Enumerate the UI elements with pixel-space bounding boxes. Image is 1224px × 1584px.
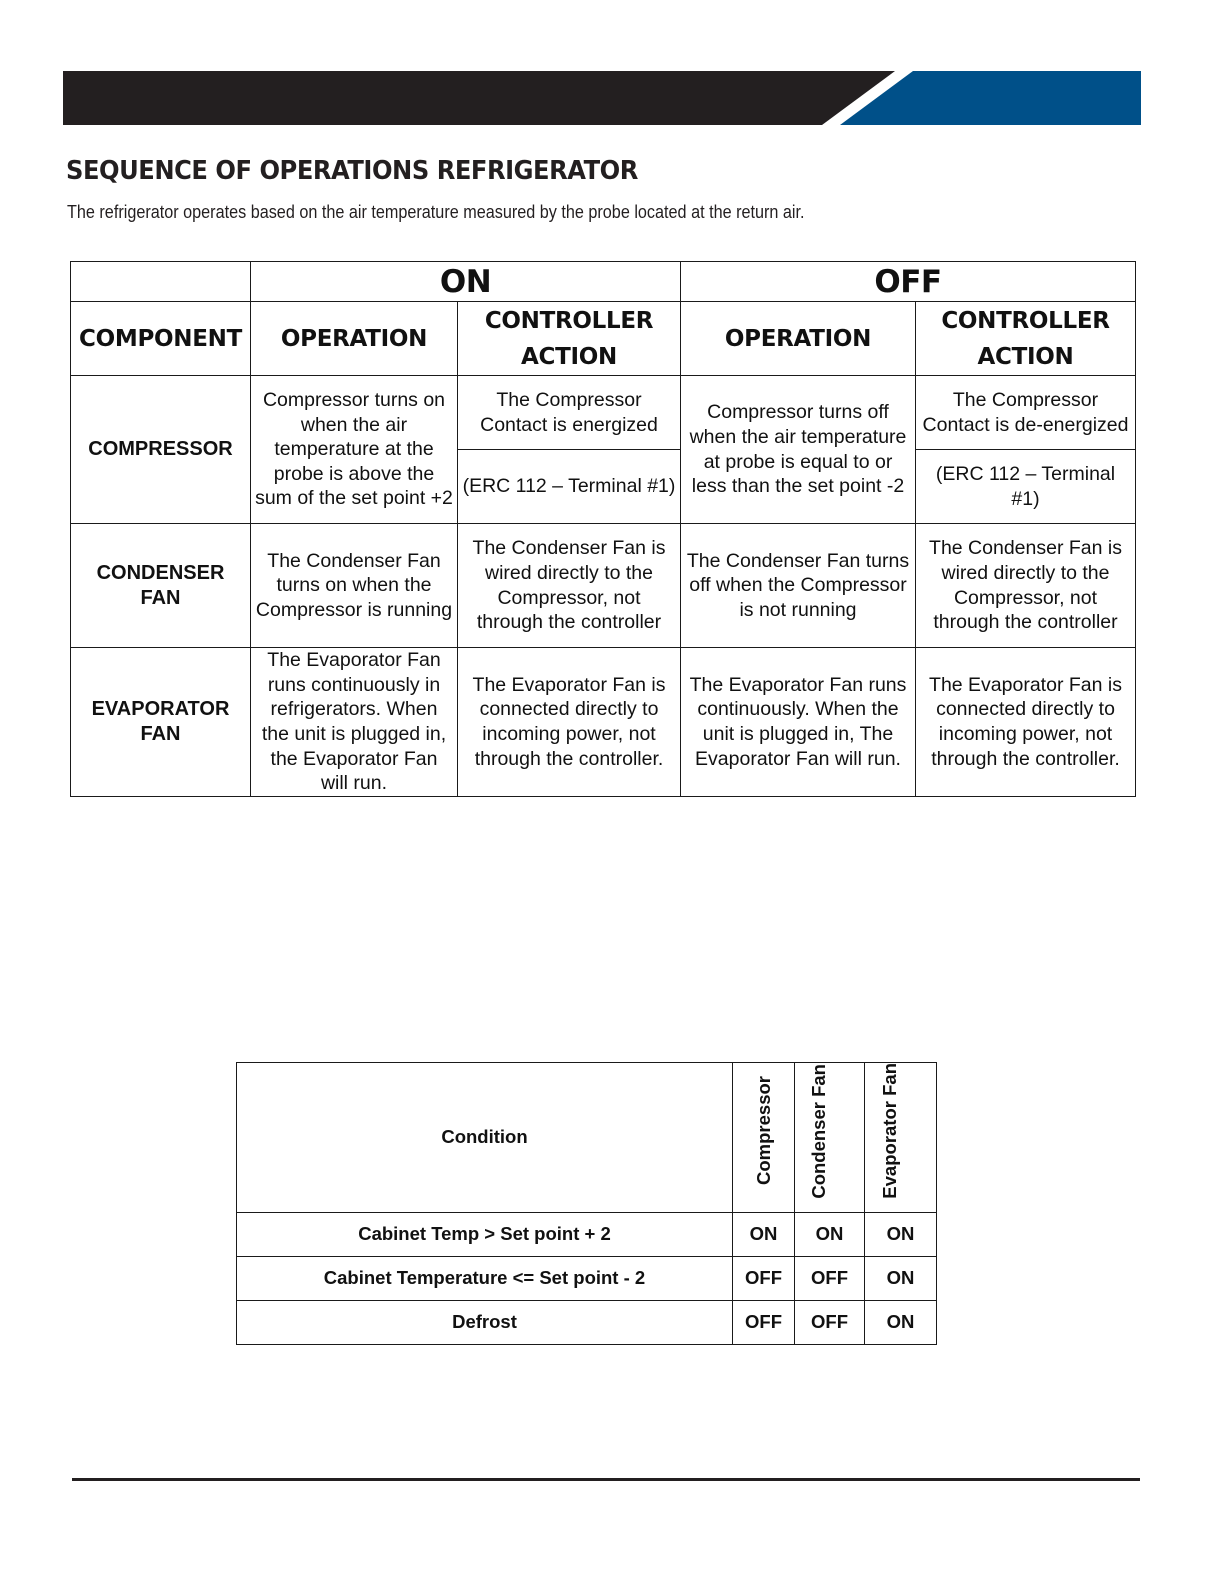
off-controller-action-header: CONTROLLER ACTION <box>916 302 1136 376</box>
component-cell: COMPRESSOR <box>71 376 251 524</box>
off-operation-cell: The Condenser Fan turns off when the Compressor is not running <box>681 524 916 648</box>
column-header-row <box>71 302 1136 376</box>
on-controller-action-cell: The Compressor Contact is energized <box>458 376 681 450</box>
compressor-status: OFF <box>733 1256 795 1300</box>
compressor-status: ON <box>733 1212 795 1256</box>
on-operation-header: OPERATION <box>251 302 458 376</box>
page-title: SEQUENCE OF OPERATIONS REFRIGERATOR <box>66 156 638 186</box>
evaporator-fan-header <box>865 1063 937 1213</box>
compressor-header-label: Compressor <box>752 1076 774 1186</box>
component-cell: CONDENSER FAN <box>71 524 251 648</box>
condition-header: Condition <box>237 1063 733 1213</box>
evaporator-fan-status: ON <box>865 1256 937 1300</box>
table-row-evaporator-fan <box>71 648 1136 797</box>
condenser-fan-status: ON <box>795 1212 865 1256</box>
condenser-fan-header <box>795 1063 865 1213</box>
table-row <box>237 1300 937 1344</box>
banner-graphic <box>63 71 1141 125</box>
condenser-fan-status: OFF <box>795 1300 865 1344</box>
on-controller-action-cell: The Evaporator Fan is connected directly to incoming power, not through the controller. <box>458 648 681 797</box>
condition-cell: Cabinet Temperature <= Set point - 2 <box>237 1256 733 1300</box>
component-cell: EVAPORATOR FAN <box>71 648 251 797</box>
condition-status-table <box>236 1062 937 1345</box>
on-controller-action-cell: The Condenser Fan is wired directly to the Compressor, not through the controller <box>458 524 681 648</box>
group-header-row <box>71 262 1136 302</box>
evaporator-fan-status: ON <box>865 1300 937 1344</box>
on-controller-action-header: CONTROLLER ACTION <box>458 302 681 376</box>
footer-divider <box>72 1478 1140 1481</box>
on-controller-terminal-cell: (ERC 112 – Terminal #1) <box>458 450 681 524</box>
component-header: COMPONENT <box>71 302 251 376</box>
evaporator-fan-header-label: Evaporator Fan <box>878 1063 900 1199</box>
off-group-header: OFF <box>681 262 1136 302</box>
condition-cell: Cabinet Temp > Set point + 2 <box>237 1212 733 1256</box>
condition-cell: Defrost <box>237 1300 733 1344</box>
condition-header-row <box>237 1063 937 1213</box>
table-row-condenser-fan <box>71 524 1136 648</box>
off-operation-cell: Compressor turns off when the air temperature at probe is equal to or less than the set point -2 <box>681 376 916 524</box>
evaporator-fan-status: ON <box>865 1212 937 1256</box>
sequence-of-operations-table <box>70 261 1136 797</box>
on-operation-cell: The Condenser Fan turns on when the Compressor is running <box>251 524 458 648</box>
on-group-header: ON <box>251 262 681 302</box>
off-operation-cell: The Evaporator Fan runs continuously. When the unit is plugged in, The Evaporator Fan will run. <box>681 648 916 797</box>
compressor-header <box>733 1063 795 1213</box>
condenser-fan-status: OFF <box>795 1256 865 1300</box>
on-operation-cell: The Evaporator Fan runs continuously in refrigerators. When the unit is plugged in, the Evaporator Fan will run. <box>251 648 458 797</box>
off-operation-header: OPERATION <box>681 302 916 376</box>
table-row <box>237 1212 937 1256</box>
table-row-compressor <box>71 376 1136 450</box>
page-subtitle: The refrigerator operates based on the air temperature measured by the probe located at the return air. <box>67 202 805 222</box>
table-row <box>237 1256 937 1300</box>
header-banner <box>63 71 1141 125</box>
empty-corner-cell <box>71 262 251 302</box>
off-controller-action-cell: The Condenser Fan is wired directly to the Compressor, not through the controller <box>916 524 1136 648</box>
condenser-fan-header-label: Condenser Fan <box>807 1063 829 1199</box>
compressor-status: OFF <box>733 1300 795 1344</box>
off-controller-terminal-cell: (ERC 112 – Terminal #1) <box>916 450 1136 524</box>
off-controller-action-cell: The Evaporator Fan is connected directly to incoming power, not through the controller. <box>916 648 1136 797</box>
on-operation-cell: Compressor turns on when the air temperature at the probe is above the sum of the set point +2 <box>251 376 458 524</box>
off-controller-action-cell: The Compressor Contact is de-energized <box>916 376 1136 450</box>
